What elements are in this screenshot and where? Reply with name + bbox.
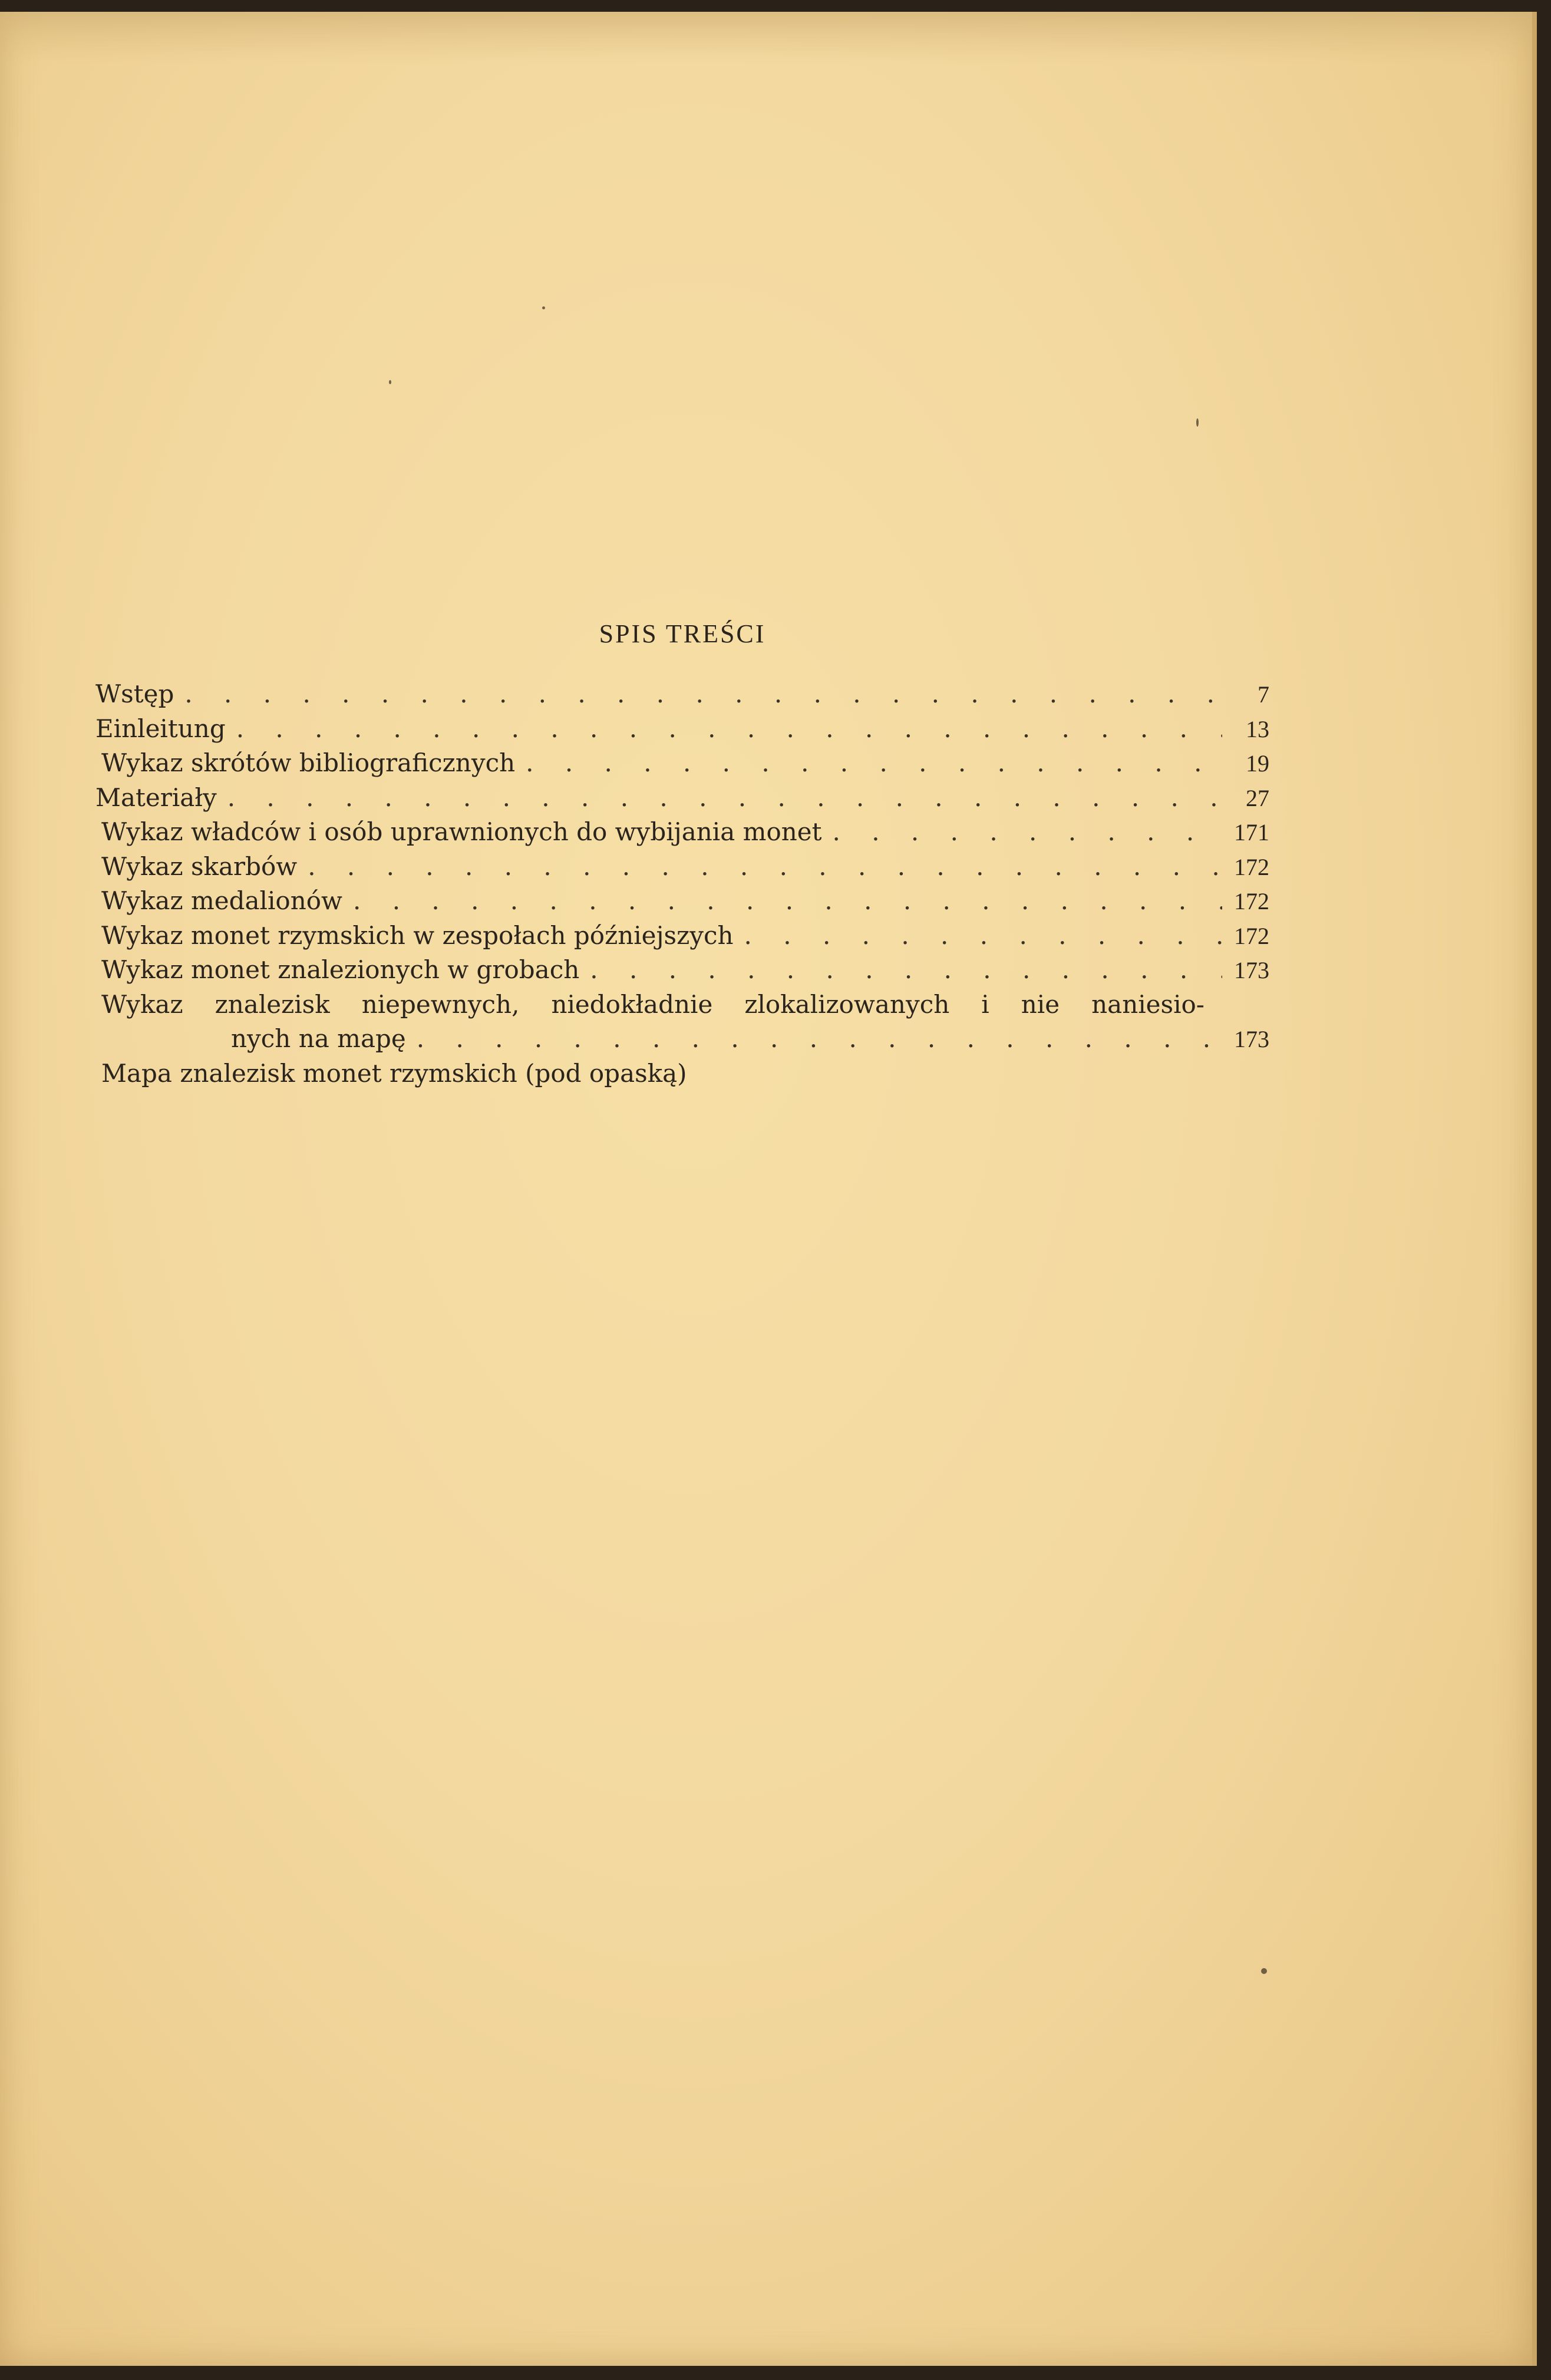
toc-list <box>95 677 1269 1091</box>
dot-leader <box>353 884 1222 919</box>
toc-entry <box>95 781 1269 816</box>
toc-entry <box>95 884 1269 919</box>
book-page <box>0 12 1537 2366</box>
dot-leader <box>184 677 1222 712</box>
dot-leader <box>308 850 1222 884</box>
toc-entry <box>95 850 1269 884</box>
paper-speck <box>389 380 391 384</box>
toc-entry-label: Wykaz monet znalezionych w grobach <box>101 955 580 984</box>
toc-entry-page: 172 <box>1234 922 1269 949</box>
dot-leader <box>526 746 1222 781</box>
dot-leader <box>744 919 1222 953</box>
toc-entry-page: 13 <box>1246 715 1269 742</box>
toc-entry <box>95 953 1269 988</box>
toc-title: SPIS TREŚCI <box>599 619 766 648</box>
toc-entry-page: 173 <box>1234 957 1269 983</box>
toc-entry-page: 172 <box>1234 853 1269 880</box>
toc-entry <box>95 815 1269 850</box>
toc-entry <box>95 1057 1269 1091</box>
toc-entry-label: Wykaz medalionów <box>101 886 342 915</box>
toc-entry-page: 173 <box>1234 1026 1269 1052</box>
toc-entry-label: Wykaz znalezisk niepewnych, niedokładnie zlokalizowanych i nie naniesio- <box>101 989 1204 1019</box>
toc-entry <box>95 746 1269 781</box>
toc-entry <box>95 988 1269 1022</box>
dot-leader <box>833 815 1222 850</box>
toc-entry-page: 7 <box>1258 681 1269 708</box>
toc-entry <box>95 677 1269 712</box>
toc-entry-label: Wykaz skarbów <box>101 851 298 881</box>
dot-leader <box>227 781 1222 816</box>
dot-leader <box>590 953 1222 988</box>
toc-entry-label: Materiały <box>95 783 217 812</box>
toc-entry-label: Wykaz władców i osób uprawnionych do wybijania monet <box>101 817 822 846</box>
table-of-contents <box>95 619 1269 1091</box>
paper-speck <box>1196 418 1199 427</box>
toc-entry-page: 172 <box>1234 888 1269 915</box>
toc-entry <box>95 919 1269 953</box>
toc-entry-label: Wykaz monet rzymskich w zespołach późniejszych <box>101 920 734 950</box>
toc-entry <box>95 712 1269 747</box>
paper-speck <box>1261 1968 1267 1974</box>
toc-entry-label: Wykaz skrótów bibliograficznych <box>101 748 516 777</box>
toc-entry-label: nych na mapę <box>231 1024 406 1053</box>
toc-entry-continuation <box>95 1022 1269 1057</box>
toc-entry-label: Mapa znalezisk monet rzymskich (pod opaską) <box>101 1058 687 1088</box>
toc-entry-page: 171 <box>1234 819 1269 846</box>
dot-leader <box>417 1022 1222 1057</box>
toc-entry-label: Wstęp <box>95 679 174 708</box>
toc-entry-page: 19 <box>1246 750 1269 777</box>
dot-leader <box>236 712 1222 747</box>
toc-entry-label: Einleitung <box>95 714 226 743</box>
toc-entry-page: 27 <box>1246 784 1269 811</box>
paper-speck <box>542 306 545 309</box>
